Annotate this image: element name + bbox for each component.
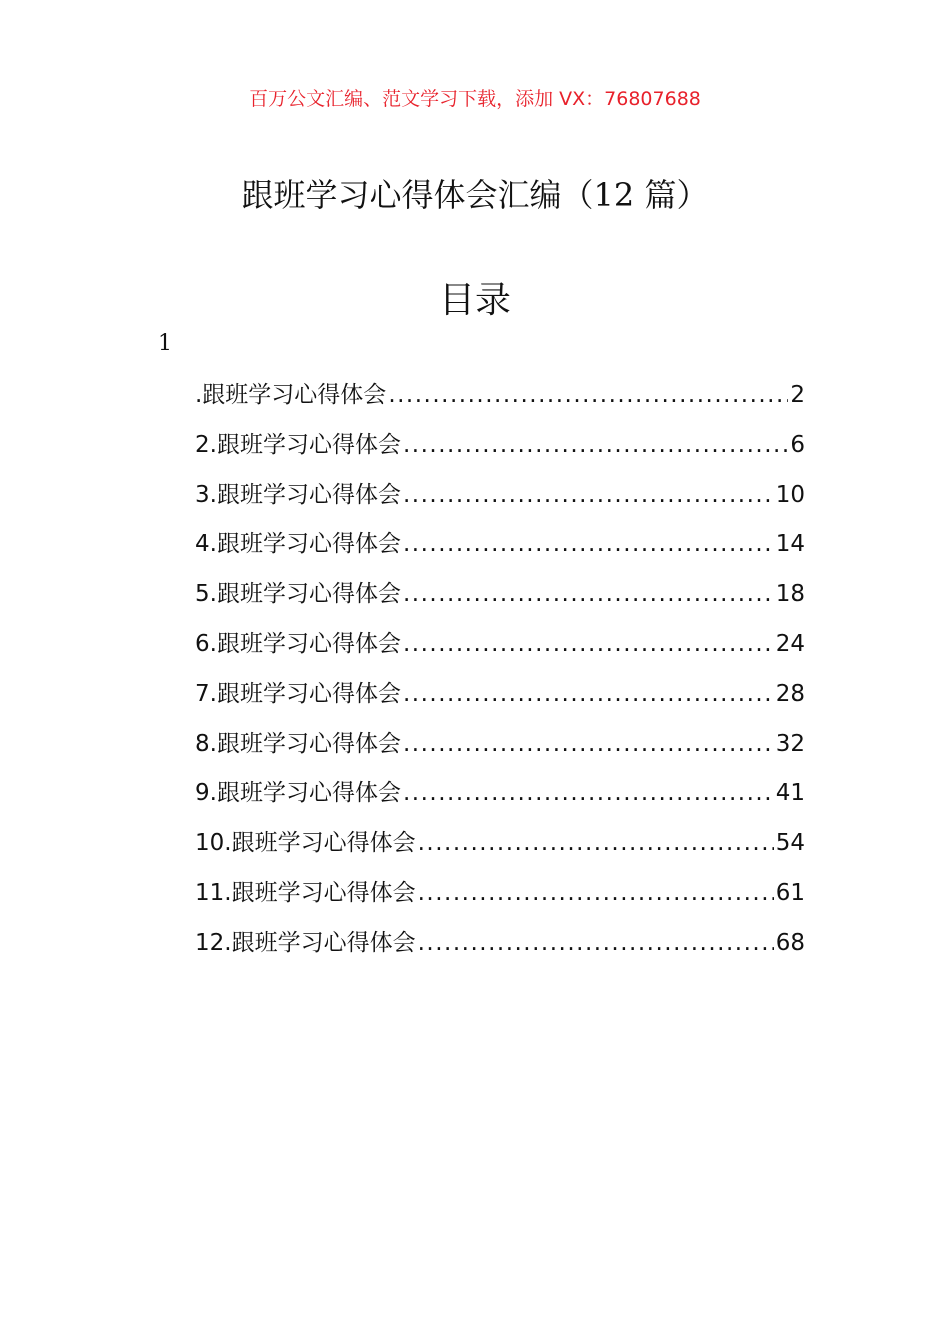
toc-entry-page: 24 xyxy=(775,630,805,657)
toc-entry-label: 9.跟班学习心得体会 xyxy=(195,780,401,807)
table-of-contents xyxy=(195,377,805,975)
toc-entry-label: 11.跟班学习心得体会 xyxy=(195,879,416,906)
toc-entry[interactable] xyxy=(195,775,805,825)
toc-entry-page: 6 xyxy=(790,431,805,458)
toc-entry-page: 32 xyxy=(775,730,805,757)
title-prefix: 跟班学习心得体会汇编（ xyxy=(241,176,594,214)
toc-entry[interactable] xyxy=(195,427,805,477)
toc-entry[interactable] xyxy=(195,925,805,975)
toc-dot-leader xyxy=(403,775,774,811)
toc-entry-label: 7.跟班学习心得体会 xyxy=(195,680,401,707)
toc-entry[interactable] xyxy=(195,676,805,726)
toc-entry[interactable] xyxy=(195,576,805,626)
toc-entry-label: 5.跟班学习心得体会 xyxy=(195,581,401,608)
toc-dot-leader xyxy=(418,875,774,911)
toc-dot-leader xyxy=(403,726,774,762)
toc-entry-label: 2.跟班学习心得体会 xyxy=(195,431,401,458)
toc-dot-leader xyxy=(403,676,774,712)
title-number: 12 xyxy=(593,176,635,214)
toc-heading: 目录 xyxy=(438,280,511,321)
toc-entry-label: 3.跟班学习心得体会 xyxy=(195,481,401,508)
title-suffix: 篇） xyxy=(634,176,709,214)
toc-entry-label: 4.跟班学习心得体会 xyxy=(195,531,401,558)
toc-entry-page: 61 xyxy=(775,879,805,906)
toc-entry-page: 28 xyxy=(775,680,805,707)
toc-entry-page: 54 xyxy=(775,830,805,857)
toc-entry-page: 10 xyxy=(775,481,805,508)
toc-entry-page: 68 xyxy=(775,929,805,956)
toc-dot-leader xyxy=(403,626,774,662)
toc-entry[interactable] xyxy=(195,526,805,576)
toc-entry-page: 2 xyxy=(790,382,805,408)
toc-entry[interactable] xyxy=(195,377,805,427)
toc-entry-page: 41 xyxy=(775,780,805,807)
toc-entry[interactable] xyxy=(195,825,805,875)
toc-dot-leader xyxy=(403,576,774,612)
toc-dot-leader xyxy=(388,377,788,413)
toc-entry-label: 10.跟班学习心得体会 xyxy=(195,830,416,857)
toc-entry-label: 8.跟班学习心得体会 xyxy=(195,730,401,757)
toc-entry[interactable] xyxy=(195,477,805,527)
stray-number: 1 xyxy=(158,331,172,356)
toc-dot-leader xyxy=(418,825,774,861)
toc-entry-page: 18 xyxy=(775,581,805,608)
toc-entry-page: 14 xyxy=(775,531,805,558)
toc-dot-leader xyxy=(403,427,788,463)
toc-entry[interactable] xyxy=(195,726,805,776)
toc-entry-label: 6.跟班学习心得体会 xyxy=(195,630,401,657)
document-title xyxy=(0,170,950,216)
toc-dot-leader xyxy=(403,526,774,562)
toc-entry-label: 12.跟班学习心得体会 xyxy=(195,929,416,956)
toc-dot-leader xyxy=(403,477,774,513)
toc-dot-leader xyxy=(418,925,774,961)
toc-entry-label: .跟班学习心得体会 xyxy=(195,382,387,408)
toc-entry[interactable] xyxy=(195,626,805,676)
promo-banner: 百万公文汇编、范文学习下载，添加 VX：76807688 xyxy=(249,88,701,110)
toc-entry[interactable] xyxy=(195,875,805,925)
